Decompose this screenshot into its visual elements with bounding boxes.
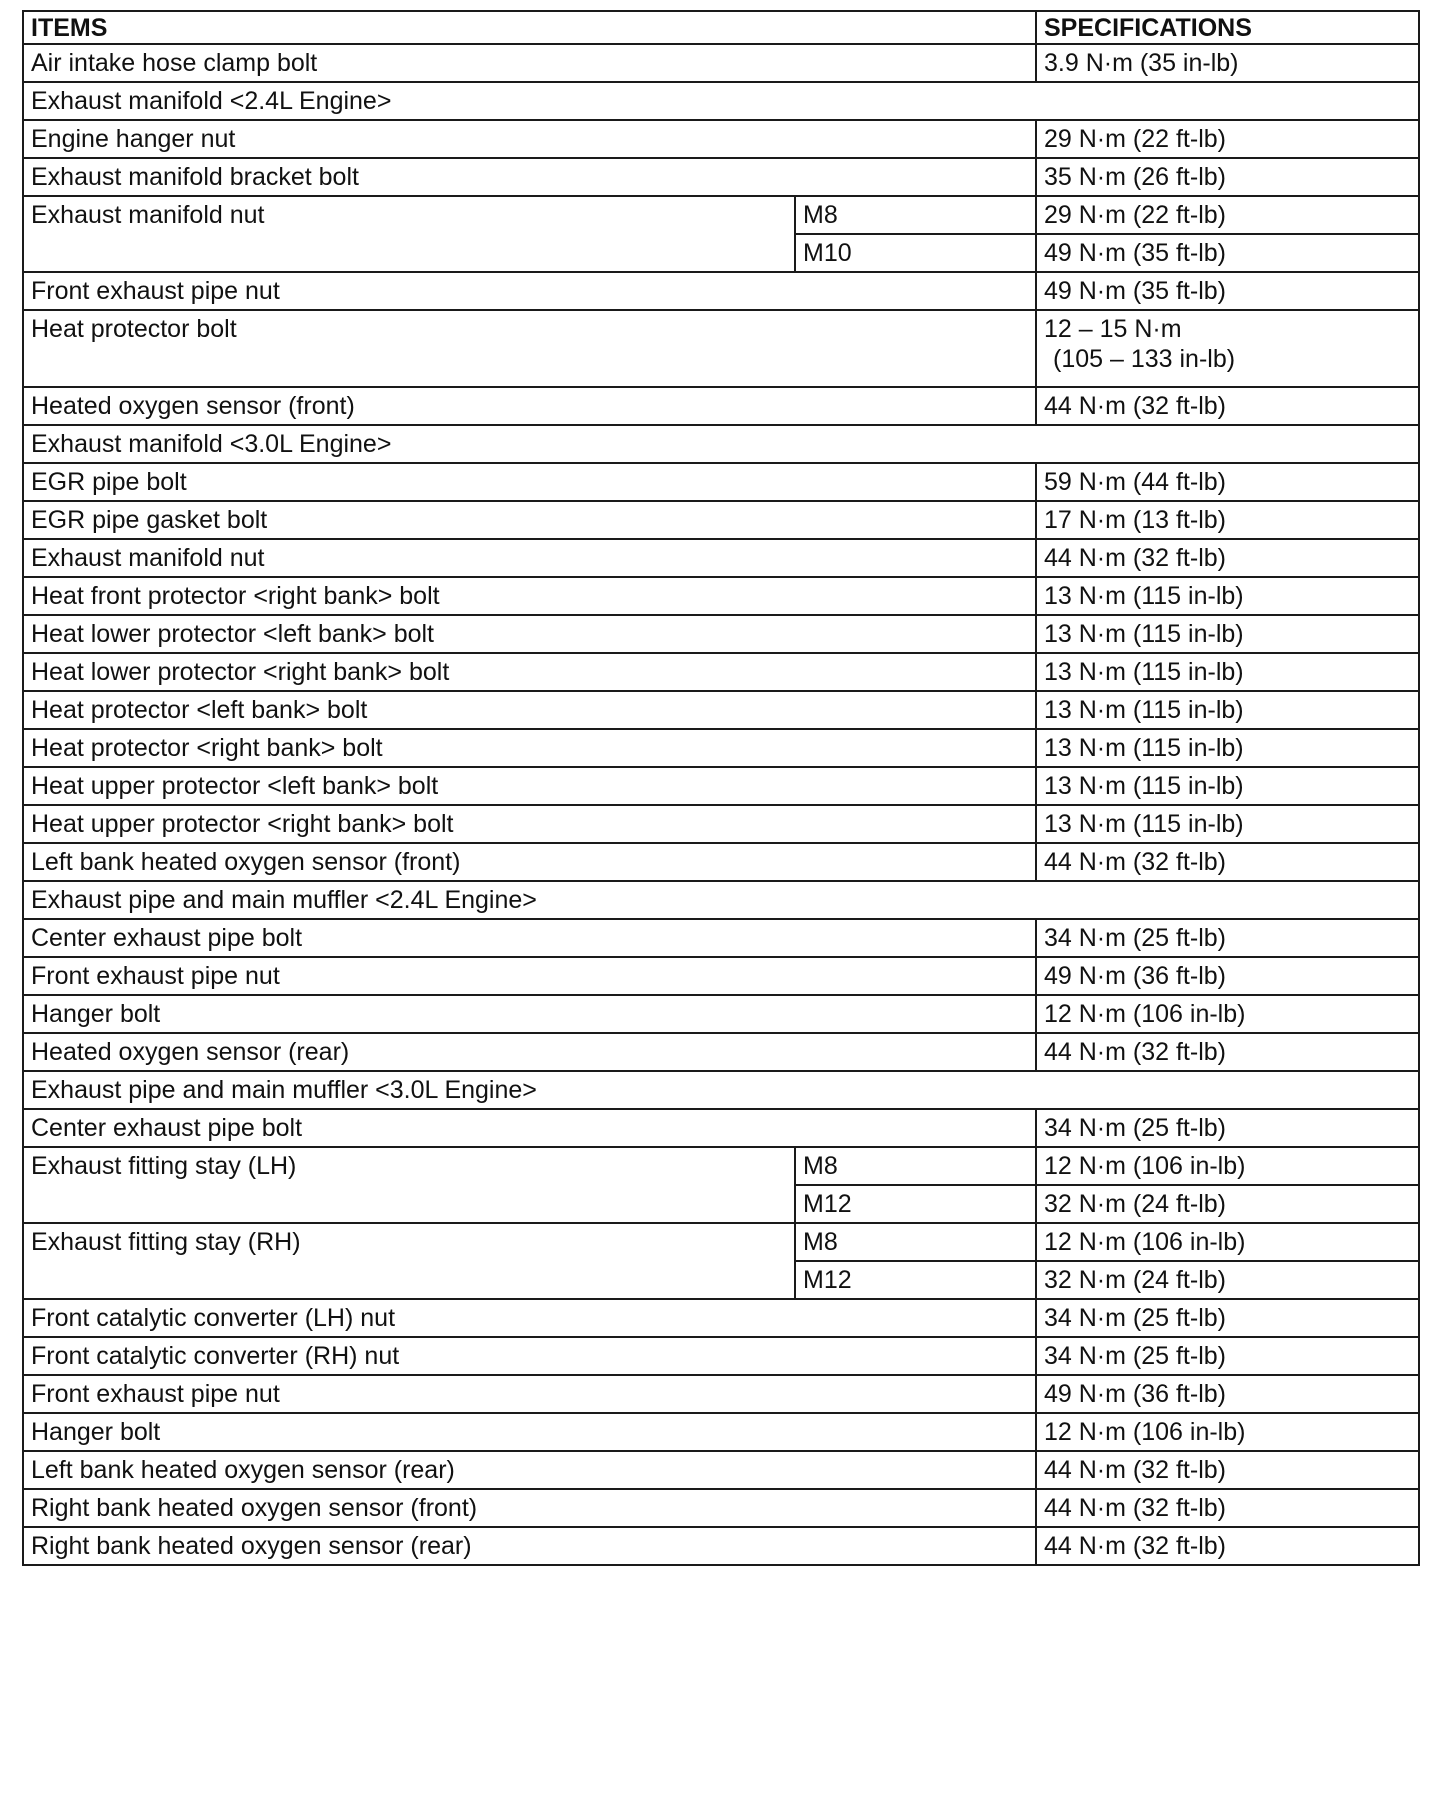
item-name: Engine hanger nut [23, 120, 1036, 158]
section-title: Exhaust manifold <2.4L Engine> [23, 82, 1419, 120]
spec-value: 13 N·m (115 in-lb) [1036, 577, 1419, 615]
bolt-size: M8 [795, 1147, 1036, 1185]
table-row [23, 957, 1419, 995]
spec-value: 12 N·m (106 in-lb) [1036, 1223, 1419, 1261]
table-body [23, 44, 1419, 1565]
item-name: Heated oxygen sensor (rear) [23, 1033, 1036, 1071]
spec-value: 34 N·m (25 ft-lb) [1036, 1299, 1419, 1337]
spec-value: 49 N·m (36 ft-lb) [1036, 957, 1419, 995]
spec-value: 32 N·m (24 ft-lb) [1036, 1185, 1419, 1223]
item-name: Heat protector <left bank> bolt [23, 691, 1036, 729]
item-name: EGR pipe bolt [23, 463, 1036, 501]
bolt-size: M10 [795, 234, 1036, 272]
item-name: Exhaust manifold nut [23, 196, 795, 272]
table-row [23, 1337, 1419, 1375]
section-row [23, 82, 1419, 120]
item-name: Heat lower protector <right bank> bolt [23, 653, 1036, 691]
table-row [23, 729, 1419, 767]
table-row [23, 463, 1419, 501]
item-name: Left bank heated oxygen sensor (rear) [23, 1451, 1036, 1489]
spec-value: 13 N·m (115 in-lb) [1036, 615, 1419, 653]
table-row [23, 919, 1419, 957]
spec-value: 13 N·m (115 in-lb) [1036, 729, 1419, 767]
item-name: Front exhaust pipe nut [23, 272, 1036, 310]
spec-value: 12 N·m (106 in-lb) [1036, 995, 1419, 1033]
section-title: Exhaust manifold <3.0L Engine> [23, 425, 1419, 463]
item-name: Hanger bolt [23, 995, 1036, 1033]
spec-value: 12 N·m (106 in-lb) [1036, 1147, 1419, 1185]
item-name: Heat front protector <right bank> bolt [23, 577, 1036, 615]
table-row [23, 1375, 1419, 1413]
specifications-column-header: SPECIFICATIONS [1036, 11, 1419, 44]
spec-value: 3.9 N·m (35 in-lb) [1036, 44, 1419, 82]
item-name: Heated oxygen sensor (front) [23, 387, 1036, 425]
item-name: Front exhaust pipe nut [23, 1375, 1036, 1413]
table-row [23, 1223, 1419, 1261]
spec-value: 34 N·m (25 ft-lb) [1036, 919, 1419, 957]
table-row [23, 387, 1419, 425]
section-row [23, 425, 1419, 463]
item-name: Exhaust fitting stay (RH) [23, 1223, 795, 1299]
table-row [23, 805, 1419, 843]
item-name: Air intake hose clamp bolt [23, 44, 1036, 82]
item-name: Center exhaust pipe bolt [23, 1109, 1036, 1147]
spec-value: 13 N·m (115 in-lb) [1036, 691, 1419, 729]
spec-value: 44 N·m (32 ft-lb) [1036, 1033, 1419, 1071]
spec-line: (105 – 133 in-lb) [1053, 345, 1236, 373]
table-row [23, 120, 1419, 158]
spec-value: 13 N·m (115 in-lb) [1036, 805, 1419, 843]
spec-value: 29 N·m (22 ft-lb) [1036, 196, 1419, 234]
table-row [23, 272, 1419, 310]
section-title: Exhaust pipe and main muffler <3.0L Engine> [23, 1071, 1419, 1109]
item-name: Heat protector <right bank> bolt [23, 729, 1036, 767]
item-name: Center exhaust pipe bolt [23, 919, 1036, 957]
spec-value: 13 N·m (115 in-lb) [1036, 653, 1419, 691]
bolt-size: M12 [795, 1261, 1036, 1299]
table-row [23, 310, 1419, 387]
table-row [23, 1527, 1419, 1565]
item-name: Heat upper protector <left bank> bolt [23, 767, 1036, 805]
table-row [23, 843, 1419, 881]
table-row [23, 1147, 1419, 1185]
spec-value: 34 N·m (25 ft-lb) [1036, 1109, 1419, 1147]
table-row [23, 691, 1419, 729]
item-name: Heat upper protector <right bank> bolt [23, 805, 1036, 843]
spec-value: 49 N·m (35 ft-lb) [1036, 272, 1419, 310]
table-row [23, 1033, 1419, 1071]
table-row [23, 1299, 1419, 1337]
item-name: Left bank heated oxygen sensor (front) [23, 843, 1036, 881]
spec-value: 35 N·m (26 ft-lb) [1036, 158, 1419, 196]
item-name: Exhaust fitting stay (LH) [23, 1147, 795, 1223]
item-name: Front catalytic converter (LH) nut [23, 1299, 1036, 1337]
spec-value: 44 N·m (32 ft-lb) [1036, 1489, 1419, 1527]
spec-value [1036, 310, 1419, 387]
item-name: Front exhaust pipe nut [23, 957, 1036, 995]
table-row [23, 44, 1419, 82]
table-row [23, 615, 1419, 653]
item-name: Hanger bolt [23, 1413, 1036, 1451]
spec-value: 32 N·m (24 ft-lb) [1036, 1261, 1419, 1299]
spec-value: 44 N·m (32 ft-lb) [1036, 539, 1419, 577]
spec-value: 49 N·m (35 ft-lb) [1036, 234, 1419, 272]
section-row [23, 881, 1419, 919]
bolt-size: M8 [795, 196, 1036, 234]
table-row [23, 539, 1419, 577]
bolt-size: M8 [795, 1223, 1036, 1261]
item-name: EGR pipe gasket bolt [23, 501, 1036, 539]
table-row [23, 1109, 1419, 1147]
spec-value: 44 N·m (32 ft-lb) [1036, 1451, 1419, 1489]
table-row [23, 767, 1419, 805]
table-row [23, 196, 1419, 234]
table-row [23, 1489, 1419, 1527]
spec-line: 12 – 15 N·m [1044, 315, 1182, 343]
item-name: Heat protector bolt [23, 310, 1036, 387]
table-row [23, 995, 1419, 1033]
table-row [23, 1413, 1419, 1451]
item-name: Exhaust manifold bracket bolt [23, 158, 1036, 196]
spec-value: 44 N·m (32 ft-lb) [1036, 843, 1419, 881]
spec-value: 44 N·m (32 ft-lb) [1036, 387, 1419, 425]
spec-value: 12 N·m (106 in-lb) [1036, 1413, 1419, 1451]
spec-value: 17 N·m (13 ft-lb) [1036, 501, 1419, 539]
table-row [23, 1451, 1419, 1489]
spec-value: 59 N·m (44 ft-lb) [1036, 463, 1419, 501]
torque-spec-table [22, 10, 1420, 1566]
section-row [23, 1071, 1419, 1109]
table-row [23, 501, 1419, 539]
item-name: Exhaust manifold nut [23, 539, 1036, 577]
spec-value: 49 N·m (36 ft-lb) [1036, 1375, 1419, 1413]
table-header-row [23, 11, 1419, 44]
table-row [23, 653, 1419, 691]
table-row [23, 577, 1419, 615]
item-name: Front catalytic converter (RH) nut [23, 1337, 1036, 1375]
item-name: Right bank heated oxygen sensor (front) [23, 1489, 1036, 1527]
item-name: Right bank heated oxygen sensor (rear) [23, 1527, 1036, 1565]
spec-value: 13 N·m (115 in-lb) [1036, 767, 1419, 805]
items-column-header: ITEMS [23, 11, 1036, 44]
table-row [23, 158, 1419, 196]
bolt-size: M12 [795, 1185, 1036, 1223]
spec-value: 34 N·m (25 ft-lb) [1036, 1337, 1419, 1375]
section-title: Exhaust pipe and main muffler <2.4L Engine> [23, 881, 1419, 919]
spec-value: 44 N·m (32 ft-lb) [1036, 1527, 1419, 1565]
spec-value: 29 N·m (22 ft-lb) [1036, 120, 1419, 158]
item-name: Heat lower protector <left bank> bolt [23, 615, 1036, 653]
